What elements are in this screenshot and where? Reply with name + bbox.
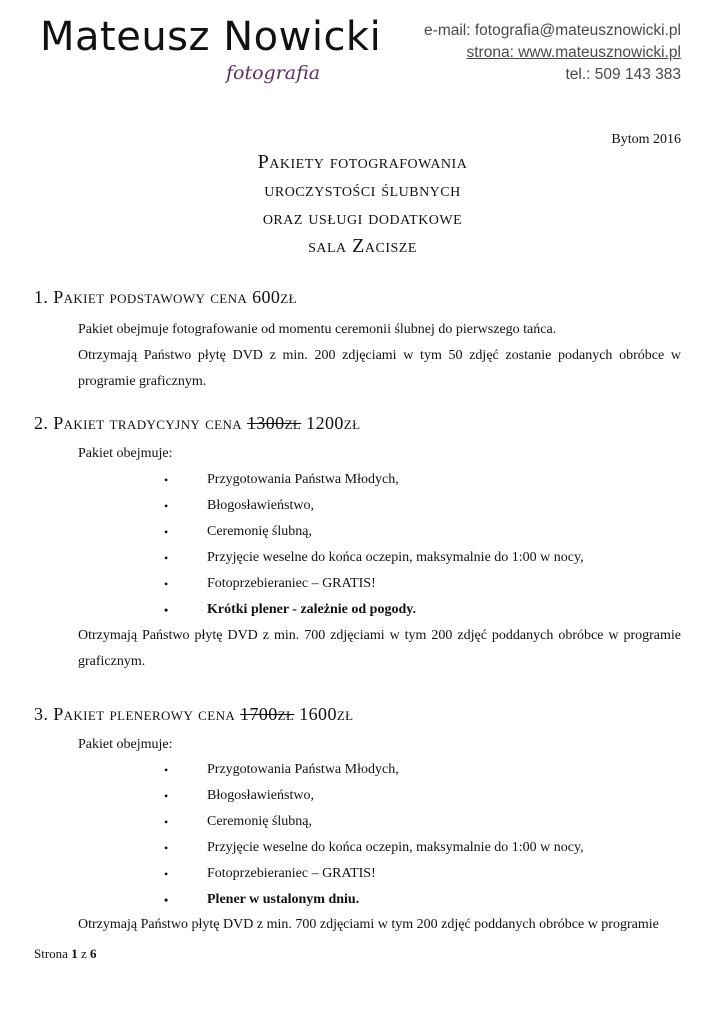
list-item: [164, 597, 584, 623]
contact-email: e-mail: fotografia@mateusznowicki.pl: [424, 22, 681, 39]
page-current: 1: [71, 946, 78, 961]
package-3-items: [164, 757, 584, 913]
contact-block: [424, 20, 681, 86]
package-3-heading: [34, 704, 354, 725]
package-heading-text: 3. Pakiet plenerowy cena: [34, 704, 241, 724]
package-price: 1200zł: [301, 413, 361, 433]
package-2-intro: Pakiet obejmuje:: [78, 446, 173, 461]
page-number-prefix: Strona: [34, 946, 72, 961]
package-heading-text: 2. Pakiet tradycyjny cena: [34, 413, 247, 433]
package-3-intro: Pakiet obejmuje:: [78, 737, 173, 752]
list-item-text: Fotoprzebieraniec – GRATIS!: [207, 576, 376, 591]
list-item-text: Ceremonię ślubną,: [207, 814, 312, 829]
title-line: uroczystości ślubnych: [264, 179, 461, 201]
title-line: oraz usługi dodatkowe: [262, 207, 463, 229]
logo-subtitle: fotografia: [226, 62, 321, 84]
package-1-description: Pakiet obejmuje fotografowanie od momentu ceremonii ślubnej do pierwszego tańca.: [78, 322, 557, 337]
page-number-sep: z: [77, 946, 90, 961]
package-2-heading: [34, 413, 360, 434]
bullet-icon: •: [164, 841, 169, 855]
package-old-price: 1700zł: [240, 704, 295, 724]
list-item-text: Przyjęcie weselne do końca oczepin, maksymalnie do 1:00 w nocy,: [207, 550, 584, 565]
list-item: [164, 861, 584, 887]
package-price: 1600zł: [294, 704, 354, 724]
bullet-icon: •: [164, 525, 169, 539]
package-1-heading: [34, 287, 297, 308]
list-item: [164, 887, 584, 913]
package-heading-text: 1. Pakiet podstawowy cena: [34, 287, 253, 307]
package-2-items: [164, 467, 584, 623]
bullet-icon: •: [164, 577, 169, 591]
bullet-icon: •: [164, 893, 169, 907]
list-item-text: Plener w ustalonym dniu.: [207, 892, 360, 907]
list-item: [164, 757, 584, 783]
list-item: [164, 783, 584, 809]
list-item: [164, 519, 584, 545]
page-number: [34, 946, 96, 962]
package-old-price: 1300zł: [246, 413, 302, 433]
bullet-icon: •: [164, 499, 169, 513]
list-item-text: Przygotowania Państwa Młodych,: [207, 762, 399, 777]
list-item-text: Fotoprzebieraniec – GRATIS!: [207, 866, 376, 881]
title-line: Pakiety fotografowania: [257, 151, 468, 173]
list-item: [164, 493, 584, 519]
list-item: [164, 545, 584, 571]
document-title: [0, 148, 725, 260]
bullet-icon: •: [164, 603, 169, 617]
list-item-text: Błogosławieństwo,: [207, 788, 314, 803]
bullet-icon: •: [164, 789, 169, 803]
list-item: [164, 835, 584, 861]
page-total: 6: [89, 946, 97, 961]
package-3-dvd-info: Otrzymają Państwo płytę DVD z min. 700 zdjęciami w tym 200 zdjęć poddanych obróbce w programie: [78, 917, 659, 932]
bullet-icon: •: [164, 473, 169, 487]
title-line: sala Zacisze: [308, 235, 417, 257]
contact-phone: tel.: 509 143 383: [565, 66, 681, 83]
package-1-dvd-info: Otrzymają Państwo płytę DVD z min. 200 zdjęciami w tym 50 zdjęć zostanie podanych obróbce w programie graficznym.: [78, 348, 681, 389]
list-item-text: Przyjęcie weselne do końca oczepin, maksymalnie do 1:00 w nocy,: [207, 840, 584, 855]
list-item: [164, 571, 584, 597]
list-item: [164, 467, 584, 493]
bullet-icon: •: [164, 867, 169, 881]
package-price: 600zł: [252, 287, 297, 307]
list-item-text: Błogosławieństwo,: [207, 498, 314, 513]
list-item-text: Przygotowania Państwa Młodych,: [207, 472, 399, 487]
package-2-dvd-info: Otrzymają Państwo płytę DVD z min. 700 zdjęciami w tym 200 zdjęć poddanych obróbce w programie graficznym.: [78, 628, 681, 669]
list-item-text: Ceremonię ślubną,: [207, 524, 312, 539]
logo-name: Mateusz Nowicki: [40, 14, 382, 60]
document-date: Bytom 2016: [611, 132, 681, 147]
list-item: [164, 809, 584, 835]
bullet-icon: •: [164, 815, 169, 829]
bullet-icon: •: [164, 763, 169, 777]
bullet-icon: •: [164, 551, 169, 565]
contact-website-link[interactable]: strona: www.mateusznowicki.pl: [466, 44, 681, 61]
list-item-text: Krótki plener - zależnie od pogody.: [207, 602, 416, 617]
